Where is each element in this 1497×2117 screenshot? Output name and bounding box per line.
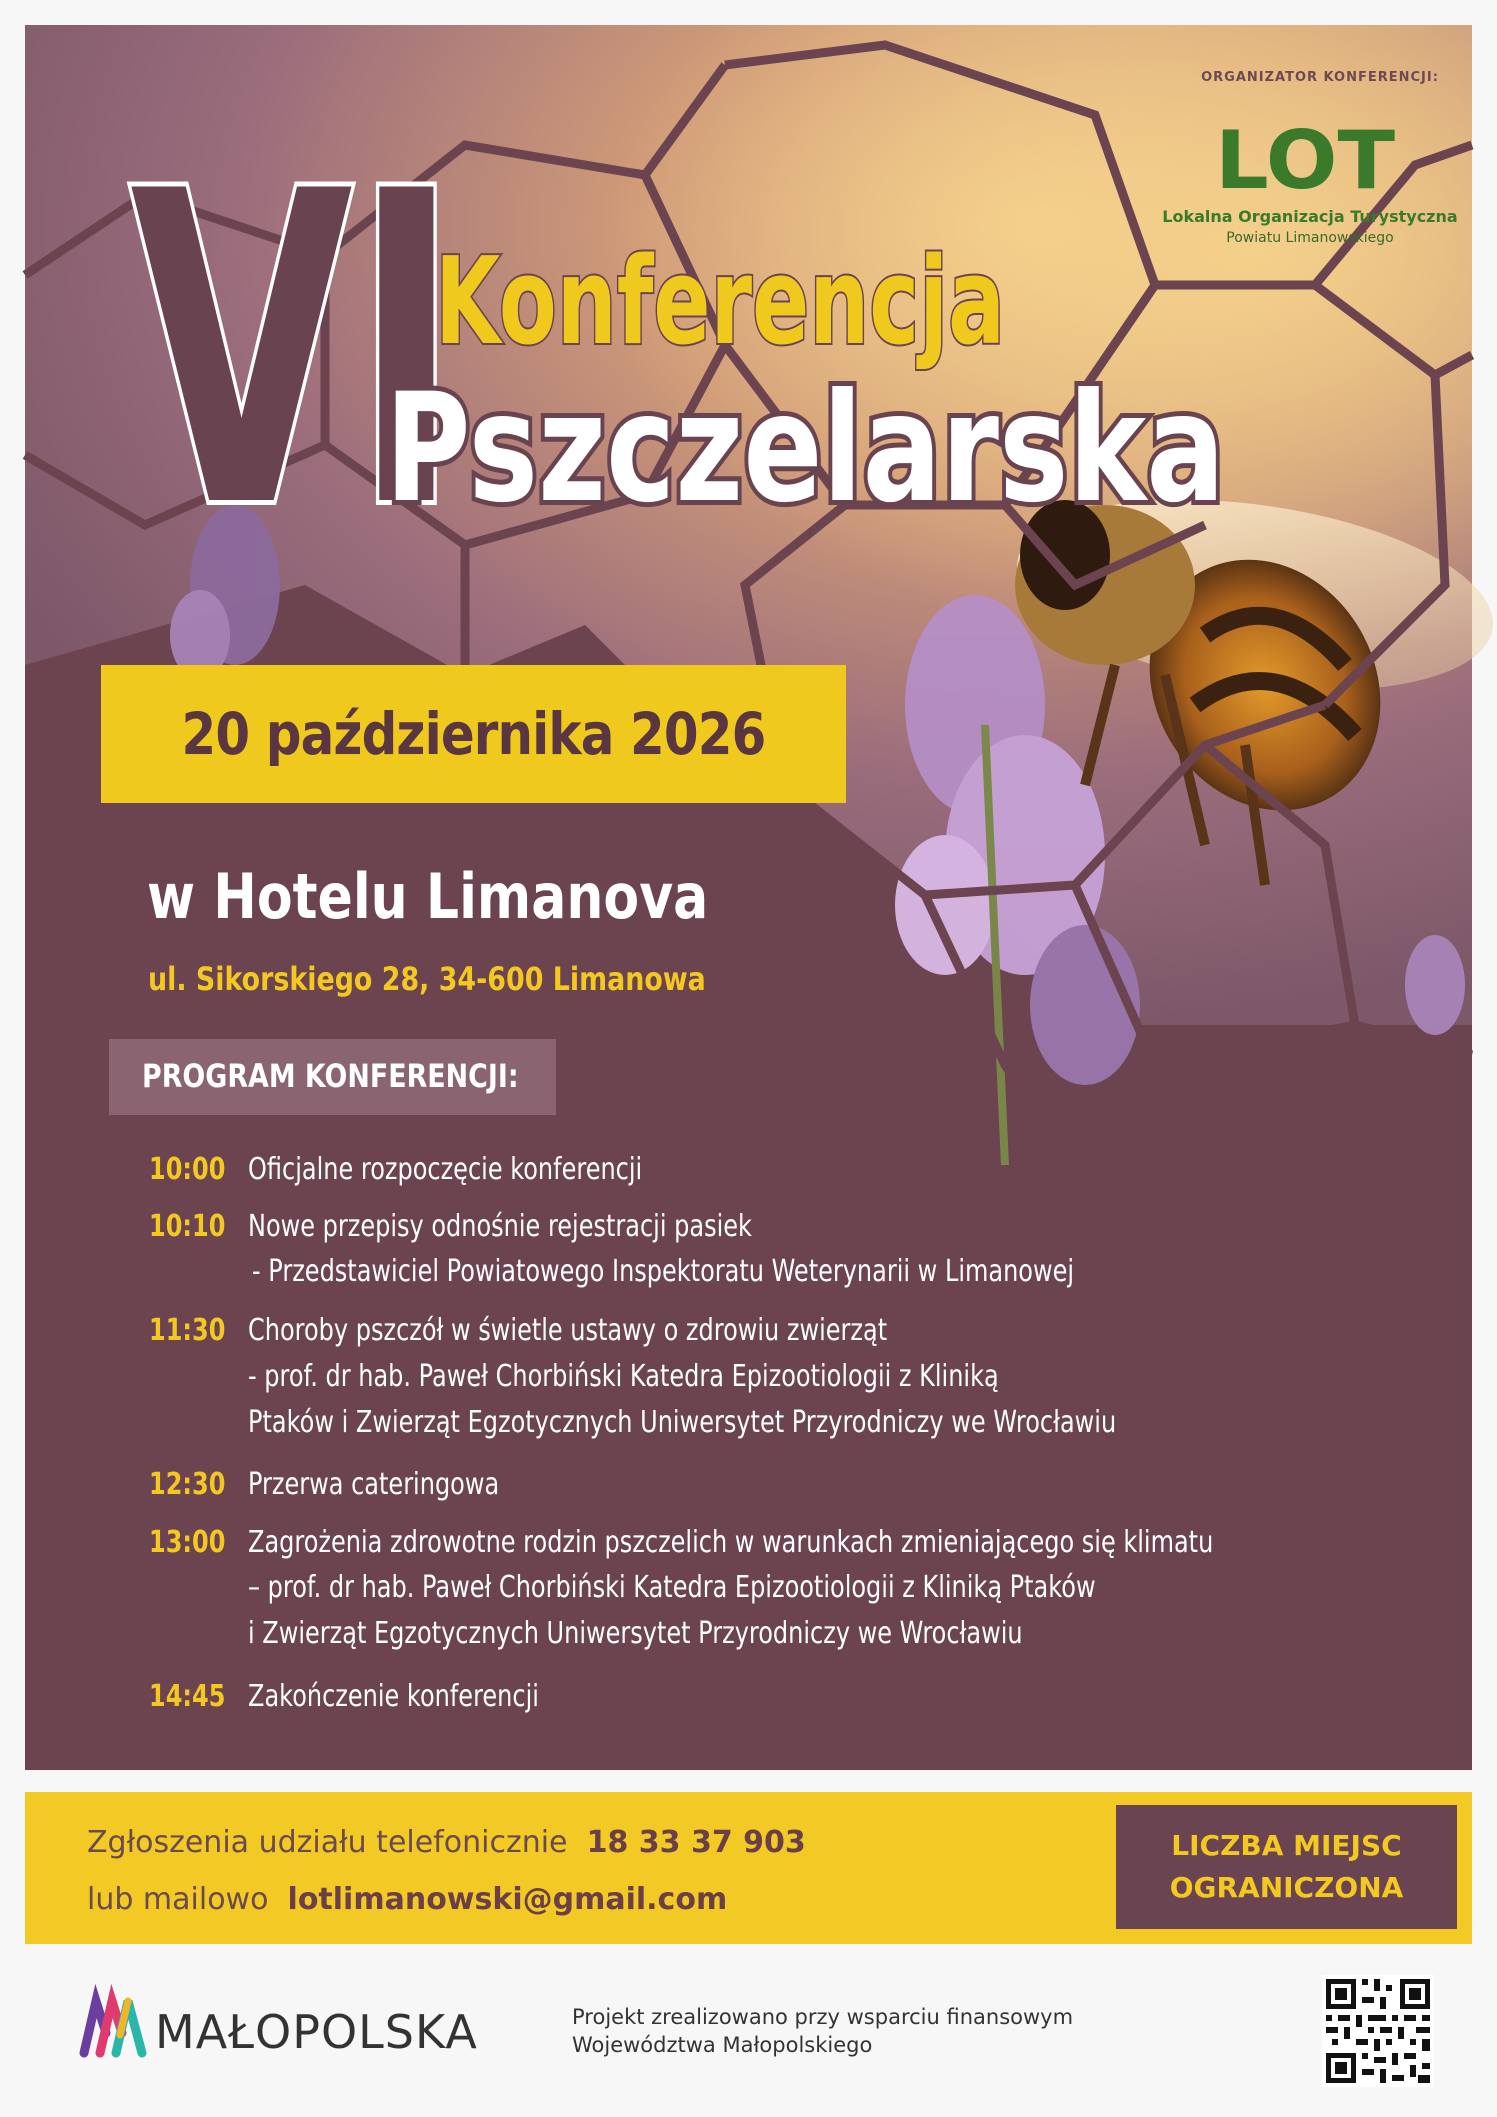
malopolska-logo-icon	[80, 1995, 146, 2057]
title-line2	[375, 350, 1255, 536]
funding-note-line2: Województwa Małopolskiego	[572, 2033, 873, 2057]
date-banner	[101, 665, 846, 803]
title-konferencja: Konferencja	[435, 233, 1005, 372]
schedule-text: Zagrożenia zdrowotne rodzin pszczelich w warunkach zmieniającego się klimatu	[248, 1525, 1214, 1560]
schedule-time: 13:00	[149, 1525, 226, 1560]
organizer-name: Lokalna Organizacja Turystyczna	[1162, 207, 1458, 226]
venue-name: w Hotelu Limanova	[147, 860, 709, 933]
email-address[interactable]: lotlimanowski@gmail.com	[287, 1882, 728, 1917]
schedule-text: - Przedstawiciel Powiatowego Inspektoratu Weterynarii w Limanowej	[252, 1254, 1075, 1289]
title-numeral-text: VI	[130, 102, 460, 602]
organizer-label: ORGANIZATOR KONFERENCJI:	[1201, 70, 1439, 85]
malopolska-brand: MAŁOPOLSKA	[155, 2005, 478, 2059]
title-line1	[435, 225, 1035, 372]
email-prefix: lub mailowo	[87, 1882, 269, 1917]
schedule-text: Choroby pszczół w świetle ustawy o zdrowiu zwierząt	[248, 1313, 888, 1348]
title-pszczelarska: Pszczelarska	[385, 362, 1225, 536]
schedule-time: 10:10	[149, 1209, 226, 1244]
schedule-text: Ptaków i Zwierząt Egzotycznych Uniwersytet Przyrodniczy we Wrocławiu	[248, 1405, 1117, 1440]
phone-prefix: Zgłoszenia udziału telefonicznie	[87, 1825, 568, 1860]
schedule-text: – prof. dr hab. Paweł Chorbiński Katedra Epizootiologii z Kliniką Ptaków	[248, 1570, 1096, 1605]
contact-phone-line	[87, 1825, 806, 1860]
schedule-text: i Zwierząt Egzotycznych Uniwersytet Przyrodniczy we Wrocławiu	[248, 1616, 1023, 1651]
schedule-time: 11:30	[149, 1313, 226, 1348]
funding-note-line1: Projekt zrealizowano przy wsparciu finansowym	[572, 2005, 1074, 2029]
limit-line2: OGRANICZONA	[1169, 1871, 1404, 1904]
lot-logo-text: LOT	[1215, 114, 1396, 207]
qr-code-icon[interactable]	[1322, 1975, 1434, 2087]
program-heading-box	[109, 1039, 556, 1115]
schedule-time: 12:30	[149, 1467, 226, 1502]
contact-band	[25, 1792, 1472, 1944]
poster	[25, 25, 1472, 1770]
schedule-text: - prof. dr hab. Paweł Chorbiński Katedra Epizootiologii z Kliniką	[248, 1359, 999, 1394]
limit-line1: LICZBA MIEJSC	[1171, 1829, 1402, 1862]
phone-number[interactable]: 18 33 37 903	[586, 1825, 806, 1860]
program-heading: PROGRAM KONFERENCJI:	[142, 1057, 519, 1095]
schedule-text: Przerwa cateringowa	[248, 1467, 500, 1502]
schedule-time: 14:45	[149, 1679, 226, 1714]
schedule-text: Zakończenie konferencji	[248, 1679, 539, 1714]
schedule-text: Oficjalne rozpoczęcie konferencji	[248, 1152, 643, 1187]
venue-address: ul. Sikorskiego 28, 34-600 Limanowa	[148, 960, 706, 998]
schedule-text: Nowe przepisy odnośnie rejestracji pasiek	[248, 1209, 752, 1244]
funding-note	[572, 2003, 1073, 2059]
limited-seats-badge	[1116, 1805, 1457, 1929]
schedule-time: 10:00	[149, 1152, 226, 1187]
lot-logo	[1215, 113, 1415, 207]
event-date: 20 października 2026	[181, 700, 766, 768]
organizer-region: Powiatu Limanowskiego	[1226, 230, 1394, 246]
contact-email-line	[87, 1882, 727, 1917]
